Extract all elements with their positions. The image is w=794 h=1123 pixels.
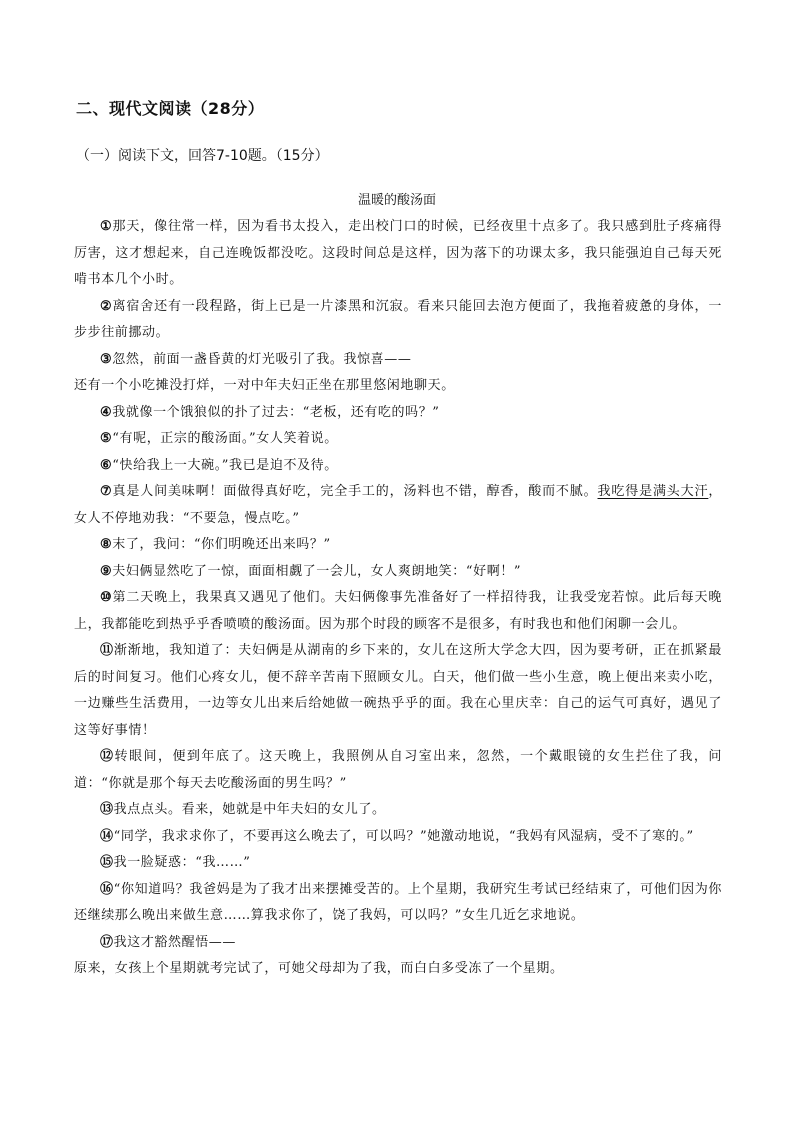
paragraph-number: ⑤ [100,431,113,446]
paragraph-text-tail: ，女人不停地劝我：“不要急，慢点吃。” [74,484,722,526]
part-title: （一）阅读下文，回答7-10题。（15分） [76,148,329,164]
paragraph-text: 第二天晚上，我果真又遇见了他们。夫妇俩像事先准备好了一样招待我，让我受宠若惊。此后每天晚上，我都能吃到热乎乎香喷喷的酸汤面。因为那个时段的顾客不是很多，有时我也和他们闲聊一会儿。 [74,590,722,632]
paragraph-text: 末了，我问：“你们明晚还出来吗？” [112,537,331,552]
paragraph-number: ⑫ [100,749,115,764]
article-paragraph [74,532,722,559]
paragraph-text: 我一脸疑惑：“我……” [113,855,251,870]
article-paragraph [74,585,722,638]
paragraph-number: ⑪ [100,643,114,658]
paragraph-text: 我这才豁然醒悟—— [113,934,237,950]
paragraph-number: ① [100,219,113,234]
paragraph-text: 那天，像往常一样，因为看书太投入，走出校门口的时候，已经夜里十点多了。我只感到肚子疼痛得厉害，这才想起来，自己连晚饭都没吃。这段时间总是这样，因为落下的功课太多，我只能强迫自己每天死啃书本几个小时。 [74,219,722,287]
article-paragraph [74,453,722,480]
article-title: 温暖的酸汤面 [357,193,436,208]
article-paragraph [74,559,722,586]
paragraph-text: 我就像一个饿狼似的扑了过去：“老板，还有吃的吗？” [112,404,440,420]
article-paragraph [74,214,722,294]
paragraph-text: “你知道吗？我爸妈是为了我才出来摆摊受苦的。上个星期，我研究生考试已经结束了，可他们因为你还继续那么晚出来做生意……算我求你了，饶了我妈，可以吗？”女生几近乞求地说。 [74,881,722,923]
article-paragraph [74,744,722,797]
paragraph-number: ⑥ [100,457,113,473]
paragraph-text: “同学，我求求你了，不要再这么晚去了，可以吗？”她激动地说，“我妈有风湿病，受不了寒的。” [113,828,694,844]
paragraph-text: 离宿舍还有一段程路，街上已是一片漆黑和沉寂。看来只能回去泡方便面了，我拖着疲惫的身体，一步步往前挪动。 [74,298,722,340]
paragraph-text: 真是人间美味啊！面做得真好吃，完全手工的，汤料也不错，醇香，酸而不腻。 [112,484,598,499]
paragraph-text: 还有一个小吃摊没打烊，一对中年夫妇正坐在那里悠闲地聊天。 [74,378,455,393]
paragraph-text: 渐渐地，我知道了：夫妇俩是从湖南的乡下来的，女儿在这所大学念大四，因为要考研，正在抓紧最后的时间复习。他们心疼女儿，便不辞辛苦南下照顾女儿。白天，他们做一些小生意，晚上便出来卖小吃，一边赚些生活费用，一边等女儿出来后给她做一碗热乎乎的面。我在心里庆幸：自己的运气可真好，遇见了这等好事情！ [74,643,722,738]
article-paragraph [74,373,722,400]
paragraph-number: ⑰ [100,934,114,950]
article-paragraph [74,400,722,427]
article-body [74,214,722,983]
paragraph-text: “快给我上一大碗。”我已是迫不及待。 [112,457,338,473]
article-paragraph [74,294,722,347]
paragraph-number: ⑩ [100,590,113,605]
paragraph-text: 夫妇俩显然吃了一惊，面面相觑了一会儿，女人爽朗地笑：“好啊！” [112,563,522,579]
underlined-sentence: 我吃得是满头大汗 [597,484,709,499]
article-paragraph [74,797,722,824]
paragraph-number: ② [100,298,113,314]
section-title: 二、现代文阅读（28分） [76,99,265,118]
article-paragraph [74,824,722,851]
article-paragraph [74,479,722,532]
paragraph-number: ⑭ [100,828,114,844]
article-paragraph [74,638,722,744]
paragraph-number: ④ [100,404,113,420]
article-paragraph [74,347,722,374]
article-paragraph [74,850,722,877]
article-paragraph [74,426,722,453]
article-paragraph [74,956,722,983]
paragraph-number: ⑮ [100,855,114,870]
paragraph-number: ⑨ [100,563,113,579]
paragraph-number: ⑯ [100,881,114,897]
paragraph-text: 原来，女孩上个星期就考完试了，可她父母却为了我，而白白多受冻了一个星期。 [74,961,564,976]
paragraph-text: “有呢，正宗的酸汤面。”女人笑着说。 [112,431,338,446]
paragraph-number: ③ [100,351,113,367]
paragraph-text: 转眼间，便到年底了。这天晚上，我照例从自习室出来，忽然，一个戴眼镜的女生拦住了我，问道：“你就是那个每天去吃酸汤面的男生吗？” [74,749,723,791]
paragraph-number: ⑬ [100,802,114,817]
paragraph-text: 忽然，前面一盏昏黄的灯光吸引了我。我惊喜—— [112,351,412,367]
paragraph-text: 我点点头。看来，她就是中年夫妇的女儿了。 [113,802,386,817]
paragraph-number: ⑧ [100,537,113,552]
article-paragraph [74,930,722,957]
paragraph-number: ⑦ [100,484,113,499]
article-paragraph [74,877,722,930]
